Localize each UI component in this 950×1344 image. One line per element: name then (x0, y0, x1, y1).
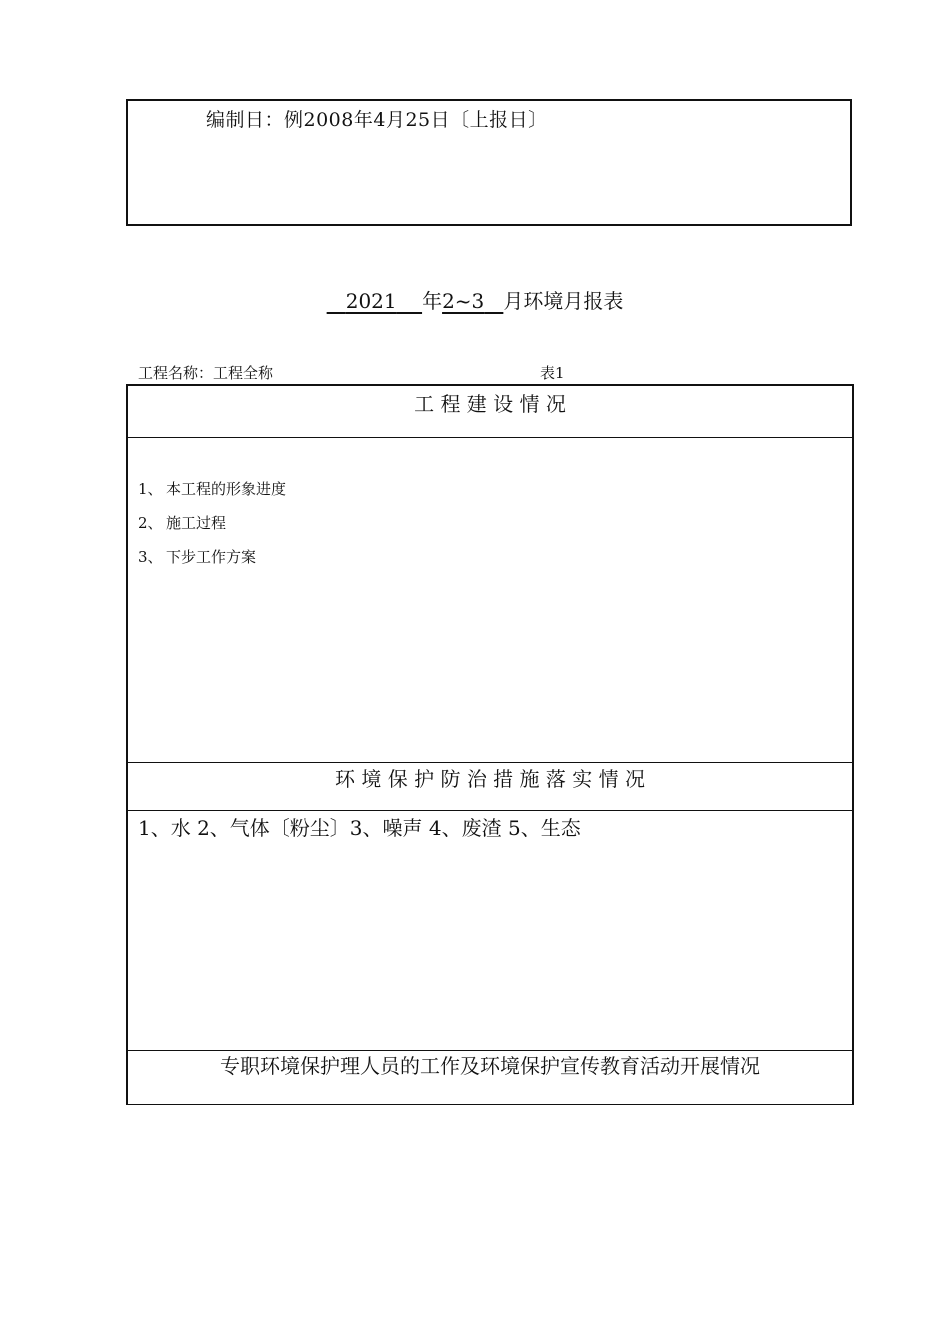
compile-date: 编制日：例2008年4月25日〔上报日〕 (206, 109, 548, 131)
item-text: 施工过程 (166, 514, 227, 532)
staff-header: 专职环境保护理人员的工作及环境保护宣传教育活动开展情况 (220, 1054, 760, 1078)
title-rest: 月环境月报表 (503, 289, 624, 313)
item-number: 3、 (138, 548, 163, 566)
title-month-blank (442, 289, 503, 313)
construction-item-3 (138, 546, 256, 567)
table-bottom-border (126, 1104, 854, 1105)
item-text: 下步工作方案 (166, 548, 257, 566)
construction-item-1 (138, 478, 286, 499)
compile-date-box (126, 99, 852, 226)
environment-content: 1、水 2、气体〔粉尘〕3、噪声 4、废渣 5、生态 (138, 816, 581, 840)
title-year: 2021 (345, 289, 397, 313)
item-number: 2、 (138, 514, 163, 532)
item-text: 本工程的形象进度 (166, 480, 287, 498)
project-name: 工程名称：工程全称 (138, 364, 274, 382)
divider (128, 810, 852, 811)
construction-item-2 (138, 512, 226, 533)
item-number: 1、 (138, 480, 163, 498)
construction-header: 工 程 建 设 情 况 (414, 392, 566, 416)
title-year-blank (327, 289, 422, 313)
report-title (0, 285, 950, 314)
report-table (126, 384, 854, 1105)
environment-header: 环 境 保 护 防 治 措 施 落 实 情 况 (335, 767, 645, 791)
title-month: 2~3 (442, 289, 485, 313)
table-number: 表1 (540, 364, 565, 382)
title-year-suffix: 年 (422, 289, 443, 313)
divider (128, 437, 852, 438)
